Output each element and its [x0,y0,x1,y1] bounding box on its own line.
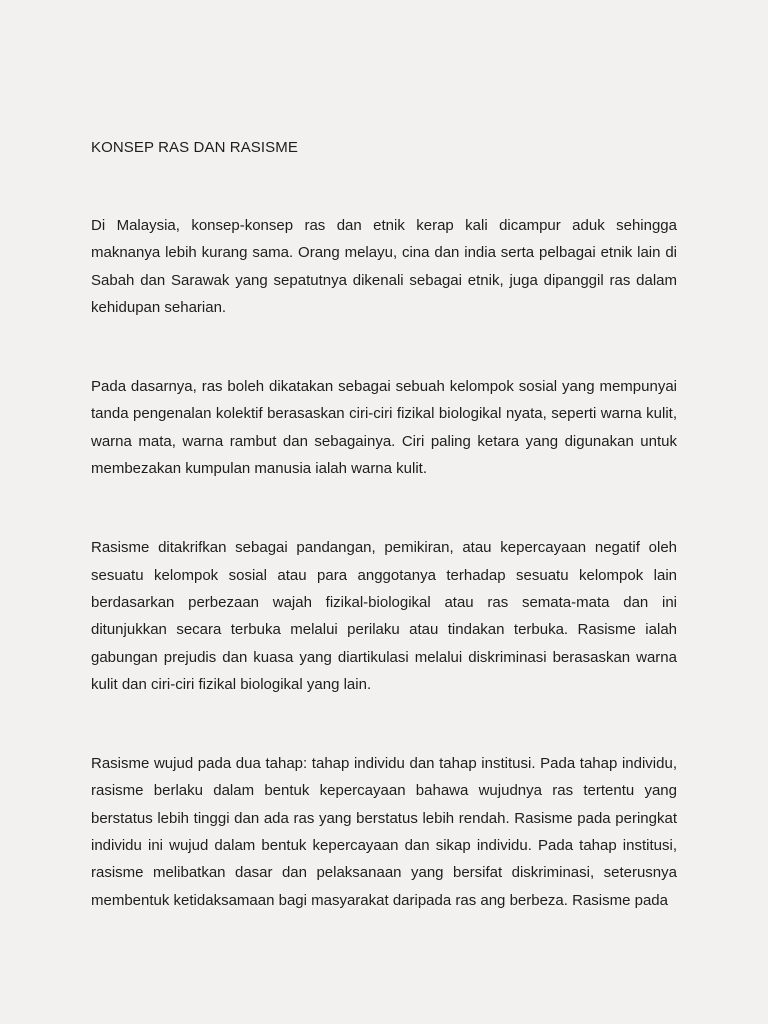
document-title: KONSEP RAS DAN RASISME [91,139,298,156]
paragraph-2: Pada dasarnya, ras boleh dikatakan sebagai sebuah kelompok sosial yang mempunyai tanda pengenalan kolektif berasaskan ciri-ciri fizikal biologikal nyata, seperti warna kulit, warna mata, warna rambut dan sebagainya. Ciri paling ketara yang digunakan untuk membezakan kumpulan manusia ialah warna kulit. [91,378,677,478]
paragraph-4: Rasisme wujud pada dua tahap: tahap individu dan tahap institusi. Pada tahap individu, rasisme berlaku dalam bentuk kepercayaan bahawa wujudnya ras tertentu yang berstatus lebih tinggi dan ada ras yang berstatus lebih rendah. Rasisme pada peringkat individu ini wujud dalam bentuk kepercayaan dan sikap individu. Pada tahap institusi, rasisme melibatkan dasar dan pelaksanaan yang bersifat diskriminasi, seterusnya membentuk ketidaksamaan bagi masyarakat daripada ras ang berbeza. Rasisme pada [91,755,677,909]
paragraph-3: Rasisme ditakrifkan sebagai pandangan, pemikiran, atau kepercayaan negatif oleh sesuatu kelompok sosial atau para anggotanya terhadap sesuatu kelompok lain berdasarkan perbezaan wajah fizikal-biologikal atau ras semata-mata dan ini ditunjukkan secara terbuka melalui perilaku atau tindakan terbuka. Rasisme ialah gabungan prejudis dan kuasa yang diartikulasi melalui diskriminasi berasaskan warna kulit dan ciri-ciri fizikal biologikal yang lain. [91,539,677,693]
paragraph-1: Di Malaysia, konsep-konsep ras dan etnik kerap kali dicampur aduk sehingga maknanya lebih kurang sama. Orang melayu, cina dan india serta pelbagai etnik lain di Sabah dan Sarawak yang sepatutnya dikenali sebagai etnik, juga dipanggil ras dalam kehidupan seharian. [91,217,677,316]
document-body [91,134,677,914]
